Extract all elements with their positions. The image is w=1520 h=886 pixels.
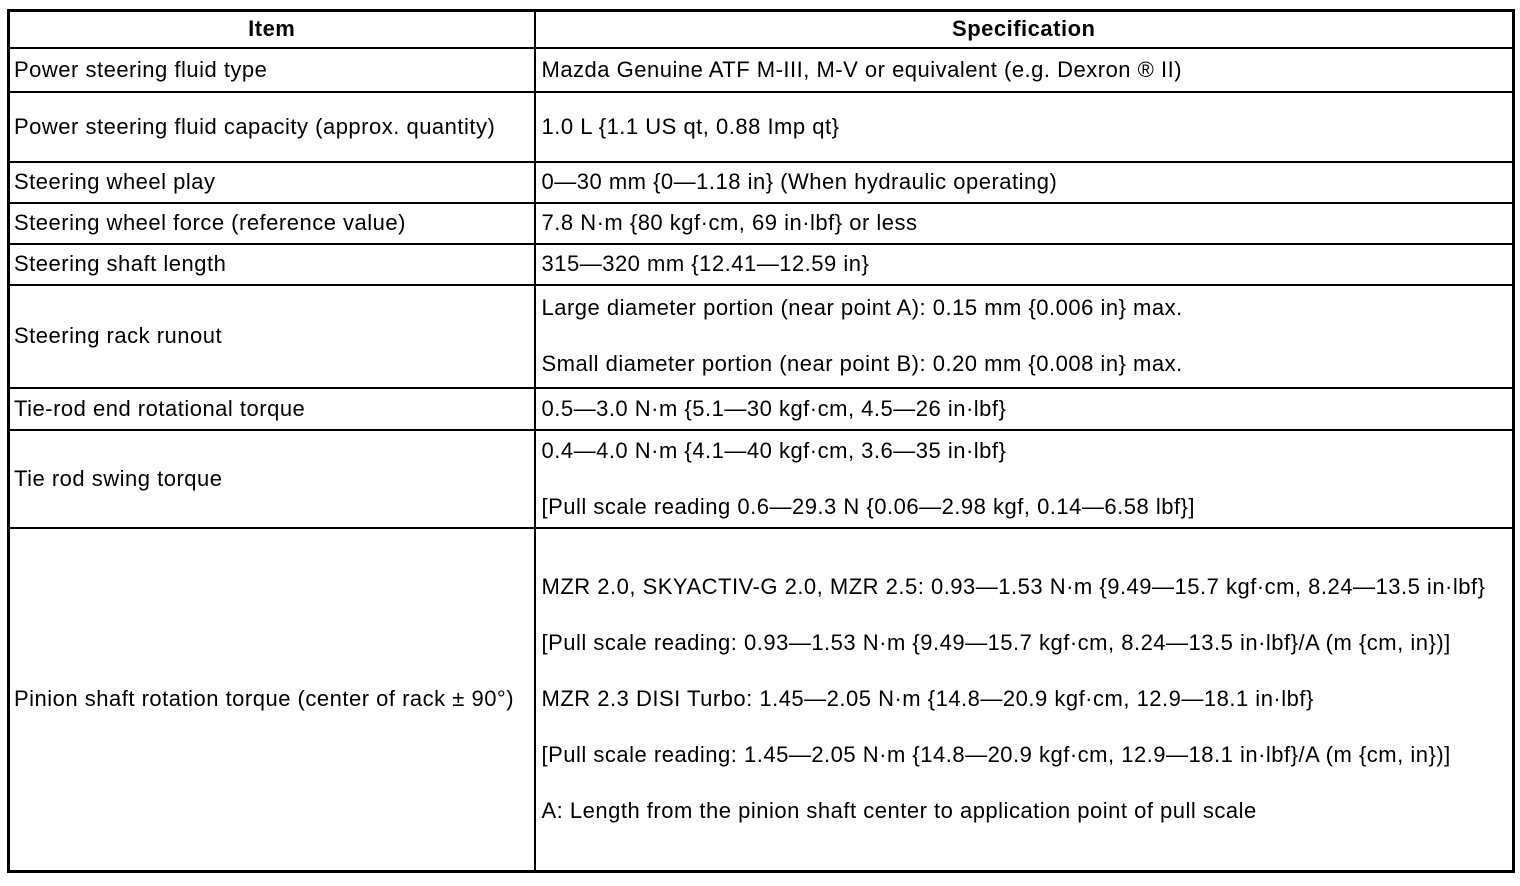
- spec-cell: [535, 388, 1514, 430]
- table-row: [9, 48, 1514, 92]
- spec-line: 1.0 L {1.1 US qt, 0.88 Imp qt}: [541, 113, 840, 139]
- spec-cell: [535, 92, 1514, 162]
- spec-line: 7.8 N·m {80 kgf·cm, 69 in·lbf} or less: [541, 210, 918, 235]
- item-cell: Steering rack runout: [9, 285, 535, 388]
- table-row: [9, 203, 1514, 244]
- spec-line: [Pull scale reading 0.6—29.3 N {0.06—2.98 kgf, 0.14—6.58 lbf}]: [541, 493, 1196, 519]
- table-row: [9, 528, 1514, 872]
- spec-cell: [535, 528, 1514, 872]
- spec-line: MZR 2.0, SKYACTIV-G 2.0, MZR 2.5: 0.93—1.53 N·m {9.49—15.7 kgf·cm, 8.24—13.5 in·lbf}: [541, 574, 1486, 600]
- spec-line: 0.5—3.0 N·m {5.1—30 kgf·cm, 4.5—26 in·lbf}: [541, 395, 1007, 421]
- col-header-specification: Specification: [535, 11, 1514, 48]
- spec-table: [7, 9, 1515, 873]
- table-row: [9, 162, 1514, 203]
- table-row: [9, 244, 1514, 285]
- spec-cell: [535, 244, 1514, 285]
- col-header-item: Item: [9, 11, 535, 48]
- spec-cell: [535, 430, 1514, 528]
- table-row: [9, 92, 1514, 162]
- spec-cell: [535, 203, 1514, 244]
- spec-line: A: Length from the pinion shaft center to application point of pull scale: [541, 798, 1257, 824]
- table-row: [9, 388, 1514, 430]
- spec-line: MZR 2.3 DISI Turbo: 1.45—2.05 N·m {14.8—20.9 kgf·cm, 12.9—18.1 in·lbf}: [541, 686, 1314, 712]
- spec-line: 315—320 mm {12.41—12.59 in}: [541, 251, 870, 276]
- spec-cell: [535, 162, 1514, 203]
- spec-line: [Pull scale reading: 0.93—1.53 N·m {9.49—15.7 kgf·cm, 8.24—13.5 in·lbf}/A (m {cm, in})]: [541, 630, 1451, 656]
- header-row: [9, 11, 1514, 48]
- item-cell: Power steering fluid capacity (approx. quantity): [9, 92, 535, 162]
- item-cell: Steering shaft length: [9, 244, 535, 285]
- table-row: [9, 430, 1514, 528]
- spec-cell: [535, 285, 1514, 388]
- item-cell: Pinion shaft rotation torque (center of rack ± 90°): [9, 528, 535, 872]
- spec-line: Large diameter portion (near point A): 0.15 mm {0.006 in} max.: [541, 295, 1183, 320]
- spec-line: 0—30 mm {0—1.18 in} (When hydraulic operating): [541, 169, 1058, 194]
- spec-line: Small diameter portion (near point B): 0.20 mm {0.008 in} max.: [541, 351, 1183, 376]
- table-row: [9, 285, 1514, 388]
- item-cell: Steering wheel force (reference value): [9, 203, 535, 244]
- item-cell: Tie rod swing torque: [9, 430, 535, 528]
- spec-line: 0.4—4.0 N·m {4.1—40 kgf·cm, 3.6—35 in·lbf}: [541, 437, 1007, 463]
- item-cell: Tie-rod end rotational torque: [9, 388, 535, 430]
- item-cell: Power steering fluid type: [9, 48, 535, 92]
- spec-cell: [535, 48, 1514, 92]
- item-cell: Steering wheel play: [9, 162, 535, 203]
- spec-line: Mazda Genuine ATF M-III, M-V or equivalent (e.g. Dexron ® II): [541, 56, 1183, 82]
- spec-line: [Pull scale reading: 1.45—2.05 N·m {14.8—20.9 kgf·cm, 12.9—18.1 in·lbf}/A (m {cm, in})]: [541, 742, 1451, 768]
